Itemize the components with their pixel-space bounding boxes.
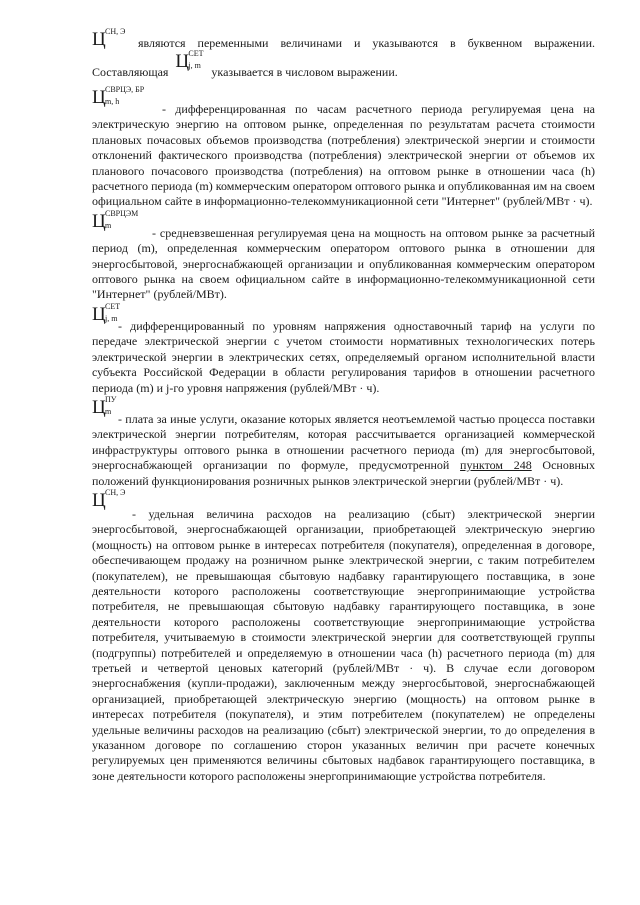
- symbol-c-set-inline: Ц СЕТ j, m: [175, 49, 204, 72]
- definition-svrce-br: [92, 85, 595, 210]
- link-clause-248[interactable]: пунктом 248: [460, 458, 532, 473]
- definition-text: - средневзвешенная регулируемая цена на мощность на оптовом рынке за расчетный период (m), определенная коммерческим оператором оптового рынка в отношении для энергосбытовой, энергоснабжающей организации и опубликованная коммерческим оператором оптового рынка на своем официальном сайте в информационно-телекоммуникационной сети "Интернет" (рублей/МВт).: [92, 225, 595, 302]
- definition-pu: [92, 394, 595, 489]
- definition-set: [92, 301, 595, 396]
- definition-text: - дифференцированный по уровням напряжения одноставочный тариф на услуги по передаче электрической энергии с учетом стоимости нормативных технологических потерь электрической энергии в электрических сетях, определяемый органом исполнительной власти субъекта Российской Федерации в области регулирования тарифов в отношении расчетного периода (m) и j-го уровня напряжения (рублей/МВт · ч).: [92, 318, 595, 395]
- definition-svrcem: [92, 208, 595, 303]
- definition-text-continued: Основных положений функционирования розничных рынков электрической энергии (рублей/МВт · ч).: [92, 458, 595, 488]
- intro-text: являются переменными величинами и указываются в буквенном выражении.: [138, 36, 595, 50]
- definition-text: - дифференцированная по часам расчетного периода регулируемая цена на электрическую энергию на оптовом рынке, определенная по результатам расчета стоимости плановых почасовых объемов производства (потребления) электрической энергии и стоимости отклонений фактического производства (потребления) электрической энергии от объемов их планового почасового производства (потребления) на оптовом рынке в отношении часа (h) расчетного периода (m) коммерческим оператором оптового рынка и опубликованная им на своем официальном сайте в информационно-телекоммуникационной сети "Интернет" (рублей/МВт · ч).: [92, 102, 595, 209]
- definition-text: - плата за иные услуги, оказание которых является неотъемлемой частью процесса поставки электрической энергии потребителям, которая рассчитывается организацией коммерческой инфраструктуры оптового рынка в отношении расчетного периода (m) для энергосбытовой, энергоснабжающей организации по формуле, предусмотренной: [92, 411, 595, 473]
- symbol-c-svrcem: Ц СВРЦЭМ m: [92, 208, 139, 232]
- symbol-c-svrce-br: Ц СВРЦЭ, БР m, h: [92, 85, 145, 108]
- intro-line-2: Составляющая Ц СЕТ j, m указывается в числовом выражении.: [92, 49, 398, 79]
- symbol-c-pu: Ц ПУ m: [92, 394, 117, 418]
- definition-text: - удельная величина расходов на реализацию (сбыт) электрической энергии энергосбытовой, энергоснабжающей организации, приобретающей электрическую энергию (мощность) на оптовом рынке в интересах потребителя (покупателя), определенная в договоре, обеспечивающем продажу на розничном рынке электрической энергии, с таким потребителем (покупателем), не превышающая сбытовую надбавку гарантирующего поставщика, в зоне деятельности которого расположены соответствующие энергопринимающие устройства потребителя, не превышающая сбытовую надбавку гарантирующего поставщика, в зоне деятельности которого расположены соответствующие энергопринимающие устройства потребителя, учитываемую в стоимости электрической энергии для соответствующей группы (подгруппы) потребителей и определяемую в отношении часа (h) расчетного периода (m) для третьей и четвертой ценовых категорий (рублей/МВт · ч). В случае если договором энергоснабжения (купли-продажи), заключенным между энергосбытовой, энергоснабжающей организацией, приобретающей электрическую энергию (мощность) на оптовом рынке в интересах потребителя (покупателя), и этим потребителем (покупателем) не определены удельные величины расходов на реализацию (сбыт) электрической энергии, то до определения в указанном договоре по соглашению сторон указанных величин при расчете конечных регулируемых цен применяются величины сбытовых надбавок гарантирующего поставщика, в зоне деятельности которого расположены энергопринимающие устройства потребителя.: [92, 506, 595, 783]
- symbol-c-set: Ц СЕТ j, m: [92, 301, 121, 325]
- symbol-c-sn-e-2: Ц СН, Э: [92, 487, 126, 511]
- document-page: [92, 27, 595, 784]
- intro-line-1: [92, 27, 595, 51]
- definition-sn-e: [92, 487, 595, 784]
- symbol-c-sn-e: Ц СН, Э: [92, 27, 126, 50]
